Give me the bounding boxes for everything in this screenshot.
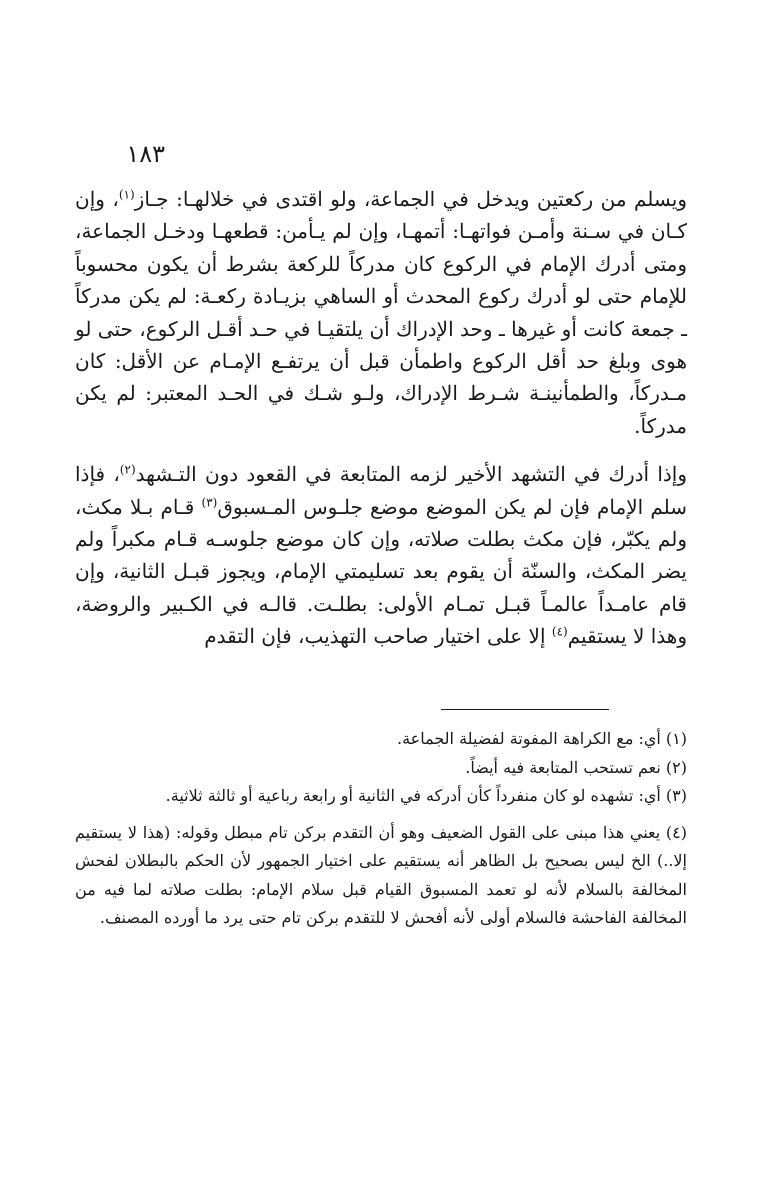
paragraph-2-text-b: ، فإذا سلم الإمام فإن لم يكن الموضع موضع جلـوس المـسبوق [75, 462, 688, 519]
paragraph-2-text-c: قـام بـلا مكث، ولم يكبّر، فإن مكث بطلت صلاته، وإن كان موضع جلوسـه قـام مكبراً ولم يضر المكث، والسنّة أن يقوم بعد تسليمتي الإمام، ويجوز قبـل الثانية، وإن قام عامـداً عالمـاً قبـل تمـام الأولى: بطلـت. قالـه في الكـبير والروضة، وهذا لا يستقيم [75, 494, 687, 649]
footnote-separator [441, 709, 609, 710]
footnotes [75, 725, 687, 933]
footnote-ref-4: (٤) [551, 624, 568, 639]
page-number: ١٨٣ [126, 140, 165, 168]
paragraph-2 [75, 458, 687, 652]
footnote-ref-3: (٣) [201, 495, 218, 509]
footnote-ref-1: (١) [118, 187, 135, 202]
main-text [75, 183, 687, 653]
paragraph-1-text-b: ، وإن كـان في سـنة وأمـن فواتهـا: أتمهـا، وإن لم يـأمن: قطعهـا ودخـل الجماعة، ومتى أدرك الإمام في الركوع كان مدركاً للركعة بشرط أن يكون محسوباً للإمام حتى لو أدرك ركوع المحدث أو الساهي بزيـادة ركعـة: لم يكن مدركاً ـ جمعة كانت أو غيرها ـ وحد الإدراك أن يلتقيـا في حـد أقـل الركوع، حتى لو هوى وبلغ حد أقل الركوع واطمأن قبل أن يرتفـع الإمـام عن الأقل: كان مـدركاً، والطمأنينـة شـرط الإدراك، ولـو شـك في الحـد المعتبر: لم يكن مدركاً. [75, 187, 687, 438]
paragraph-1-text-a: ويسلم من ركعتين ويدخل في الجماعة، ولو اقتدى في خلالهـا: جـاز [134, 187, 687, 211]
paragraph-2-text-d: إلا على اختيار صاحب التهذيب، فإن التقدم [204, 624, 552, 649]
footnote-4: (٤) يعني هذا مبنى على القول الضعيف وهو أن التقدم بركن تام مبطل وقوله: (هذا لا يستقيم إلا..) الخ ليس بصحيح بل الظاهر أنه يستقيم على اختيار الجمهور لأن الحكم بالبطلان لفحش المخالفة بالسلام لأنه لو تعمد المسبوق القيام قبل سلام الإمام: بطلت صلاته لما فيه من المخالفة الفاحشة فالسلام أولى لأنه أفحش لا للتقدم بركن تام حتى يرد ما أورده المصنف. [75, 822, 687, 927]
footnote-3: (٣) أي: تشهده لو كان منفرداً كأن أدركه في الثانية أو رابعة رباعية أو ثالثة ثلاثية. [165, 786, 687, 805]
footnote-1: (١) أي: مع الكراهة المفوتة لفضيلة الجماعة. [397, 729, 687, 748]
footnote-2: (٢) نعم تستحب المتابعة فيه أيضاً. [465, 757, 687, 777]
paragraph-2-text-a: وإذا أدرك في التشهد الأخير لزمه المتابعة في القعود دون التـشهد [135, 462, 688, 487]
paragraph-1 [75, 183, 687, 442]
footnote-ref-2: (٢) [119, 462, 136, 477]
